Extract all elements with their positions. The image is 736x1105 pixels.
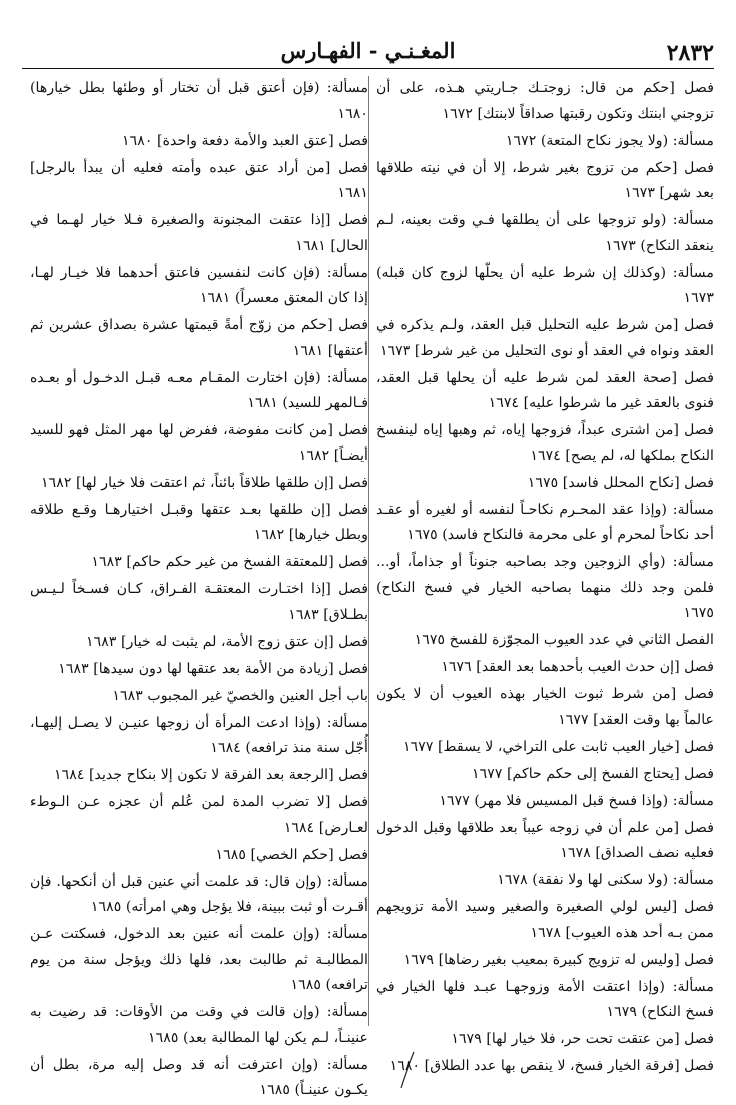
index-entry: فصل [من شرط عليه التحليل قبل العقد، ولـم يذكره في العقد ونواه في العقد أو نوى التحليل من غير شرط] ١٦٧٣ [376, 317, 714, 359]
index-entry: مسألة: (ولا سكنى لها ولا نفقة) ١٦٧٨ [497, 872, 714, 888]
index-entry: فصل [حكم من زوّج أمةً قيمتها عشرة بصداق عشرين ثم أعتقها] ١٦٨١ [30, 317, 368, 359]
index-entry: فصل [فرقة الخيار فسخ، لا ينقص بها عدد الطلاق] ١٦٨٠ [389, 1058, 714, 1074]
index-entry: مسألة: (فإن أعتق قبل أن تختار أو وطئها بطل خيارها) ١٦٨٠ [30, 80, 368, 122]
index-entry: مسألة: (فإن اختارت المقـام معـه قبـل الدخـول أو بعـده فـالمهر للسيد) ١٦٨١ [30, 369, 368, 411]
index-entry: فصل [يحتاج الفسخ إلى حكم حاكم] ١٦٧٧ [472, 765, 714, 782]
index-entry: مسألة: (وإذا اعتقت الأمة وزوجهـا عبـد فلها الخيار في فسخ النكاح) ١٦٧٩ [376, 978, 714, 1020]
index-entry: فصل [إذا عتقت المجنونة والصغيرة فـلا خيار لهـما في الحال] ١٦٨١ [30, 212, 368, 254]
index-entry: فصل [عتق العبد والأمة دفعة واحدة] ١٦٨٠ [122, 132, 368, 149]
left-column [30, 76, 368, 1105]
index-entry: مسألة: (وإن علمت أنه عنين بعد الدخول، فسكتت عـن المطالبـة ثم طالبت بعد، فلها ذلك ويؤجل سنة من يوم ترافعه) ١٦٨٥ [30, 926, 368, 993]
right-column [376, 76, 714, 1081]
index-entry: مسألة: (وإذا عقد المحـرم نكاحـاً لنفسه أو لغيره أو عقـد أحد نكاحاً لمحرم أو على محرمة فالنكاح فاسد) ١٦٧٥ [376, 501, 714, 543]
index-entry: مسألة: (وإذا فسخ قبل المسيس فلا مهر) ١٦٧٧ [439, 792, 714, 809]
index-entry: فصل [نكاح المحلل فاسد] ١٦٧٥ [527, 474, 714, 491]
index-entry: فصل [ليس لولي الصغيرة والصغير وسيد الأمة تزويجهم ممن بـه أحد هذه العيوب] ١٦٧٨ [376, 899, 714, 941]
page-header [22, 36, 714, 70]
index-entry: فصل [إن طلقها طلاقاً بائناً، ثم اعتقت فلا خيار لها] ١٦٨٢ [41, 474, 368, 491]
index-entry: فصل [حكم من قال: زوجتـك جـاريتي هـذه، على أن تزوجني ابنتك وتكون رقبتها صداقاً لابنتك] ١٦٧٢ [376, 80, 714, 122]
index-entry: مسألة: (ولا يجوز نكاح المتعة) ١٦٧٢ [505, 132, 714, 149]
index-entry: مسألة: (وكذلك إن شرط عليه أن يحلّها لزوج كان قبله) ١٦٧٣ [376, 264, 714, 306]
index-entry: فصل [من أراد عتق عبده وأمته فعليه أن يبدأ بالرجل] ١٦٨١ [30, 159, 368, 201]
index-entry: فصل [من اشترى عبداً، فزوجها إياه، ثم وهبها إياه لينفسخ النكاح بملكها له، لم يصح] ١٦٧٤ [376, 422, 714, 464]
index-entry: فصل [صحة العقد لمن شرط عليه أن يحلها قبل العقد، فنوى بالعقد غير ما شرطوا عليه] ١٦٧٤ [376, 369, 714, 411]
index-entry: فصل [إن طلقها بعـد عتقها وقبـل اختيارهـا وقـع طلاقه وبطل خيارها] ١٦٨٢ [30, 501, 368, 543]
index-entry: فصل [من عتقت تحت حر، فلا خيار لها] ١٦٧٩ [451, 1031, 714, 1047]
index-entry: فصل [خيار العيب ثابت على التراخي، لا يسقط] ١٦٧٧ [403, 738, 714, 755]
index-entry: مسألة: (وإن قال: قد علمت أني عنين قبل أن أنكحها. فإن أقـرت أو ثبت ببينة، فلا يؤجل وهي امرأته) ١٦٨٥ [30, 873, 368, 915]
index-entry: فصل [للمعتقة الفسخ من غير حكم حاكم] ١٦٨٣ [91, 554, 368, 570]
index-entry: فصل [حكم الخصي] ١٦٨٥ [215, 846, 368, 863]
index-entry: مسألة: (فإن كانت لنفسين فاعتق أحدهما فلا خيـار لهـا، إذا كان المعتق معسراً) ١٦٨١ [30, 264, 368, 306]
column-divider [368, 76, 369, 1026]
index-entry: فصل [حكم من تزوج بغير شرط، إلا أن في نيته طلاقها بعد شهر] ١٦٧٣ [376, 159, 714, 201]
index-entry: فصل [من شرط ثبوت الخيار بهذه العيوب أن لا يكون عالماً بها وقت العقد] ١٦٧٧ [376, 686, 714, 728]
index-entry: مسألة: (وإن اعترفت أنه قد وصل إليه مرة، بطل أن يكـون عنينـاً) ١٦٨٥ [30, 1056, 368, 1098]
index-entry: الفصل الثاني في عدد العيوب المجوّزة للفسخ ١٦٧٥ [414, 632, 714, 648]
index-entry: فصل [إن عتق زوج الأمة، لم يثبت له خيار] ١٦٨٣ [86, 633, 368, 650]
header-rule [22, 68, 714, 69]
running-title: المغـنـي - الفهـارس [280, 38, 456, 63]
index-entry: باب أجل العنين والخصيّ غير المجبوب ١٦٨٣ [112, 687, 368, 704]
index-entry: فصل [إذا اختـارت المعتقـة الفـراق، كـان فسـخاً لـيـس بطـلاق] ١٦٨٣ [30, 581, 368, 623]
index-entry: مسألة: (وإذا ادعت المرأة أن زوجها عنيـن لا يصـل إليهـا، أُجّل سنة منذ ترافعه) ١٦٨٤ [30, 714, 368, 756]
index-entry: فصل [وليس له تزويج كبيرة بمعيب بغير رضاها] ١٦٧٩ [403, 951, 714, 968]
index-entry: فصل [لا تضرب المدة لمن عُلم أن عجزه عـن الـوطء لعـارض] ١٦٨٤ [30, 794, 368, 836]
index-entry: مسألة: (وإن قالت في وقت من الأوقات: قد رضيت به عنينـاً، لـم يكن لها المطالبة بعد) ١٦٨٥ [30, 1004, 368, 1046]
index-entry: فصل [من كانت مفوضة، ففرض لها مهر المثل فهو للسيد أيضـاً] ١٦٨٢ [30, 422, 368, 464]
index-entry: مسألة: (ولو تزوجها على أن يطلقها فـي وقت بعينه، لـم ينعقد النكاح) ١٦٧٣ [376, 212, 714, 254]
page-number: ٢٨٣٢ [666, 40, 714, 66]
pen-stroke-mark [396, 1050, 420, 1090]
index-entry: فصل [الرجعة بعد الفرقة لا تكون إلا بنكاح جديد] ١٦٨٤ [54, 767, 368, 783]
index-entry: فصل [من علم أن في زوجه عيباً بعد طلاقها وقبل الدخول فعليه نصف الصداق] ١٦٧٨ [376, 819, 714, 861]
index-entry: فصل [إن حدث العيب بأحدهما بعد العقد] ١٦٧٦ [441, 659, 714, 675]
index-entry: مسألة: (وأي الزوجين وجد بصاحبه جنوناً أو جذاماً، أو... فلمن وجد ذلك منهما بصاحبه الخيار في فسخ النكاح) ١٦٧٥ [376, 554, 714, 621]
index-entry: فصل [زيادة من الأمة بعد عتقها لها دون سيدها] ١٦٨٣ [58, 660, 368, 677]
